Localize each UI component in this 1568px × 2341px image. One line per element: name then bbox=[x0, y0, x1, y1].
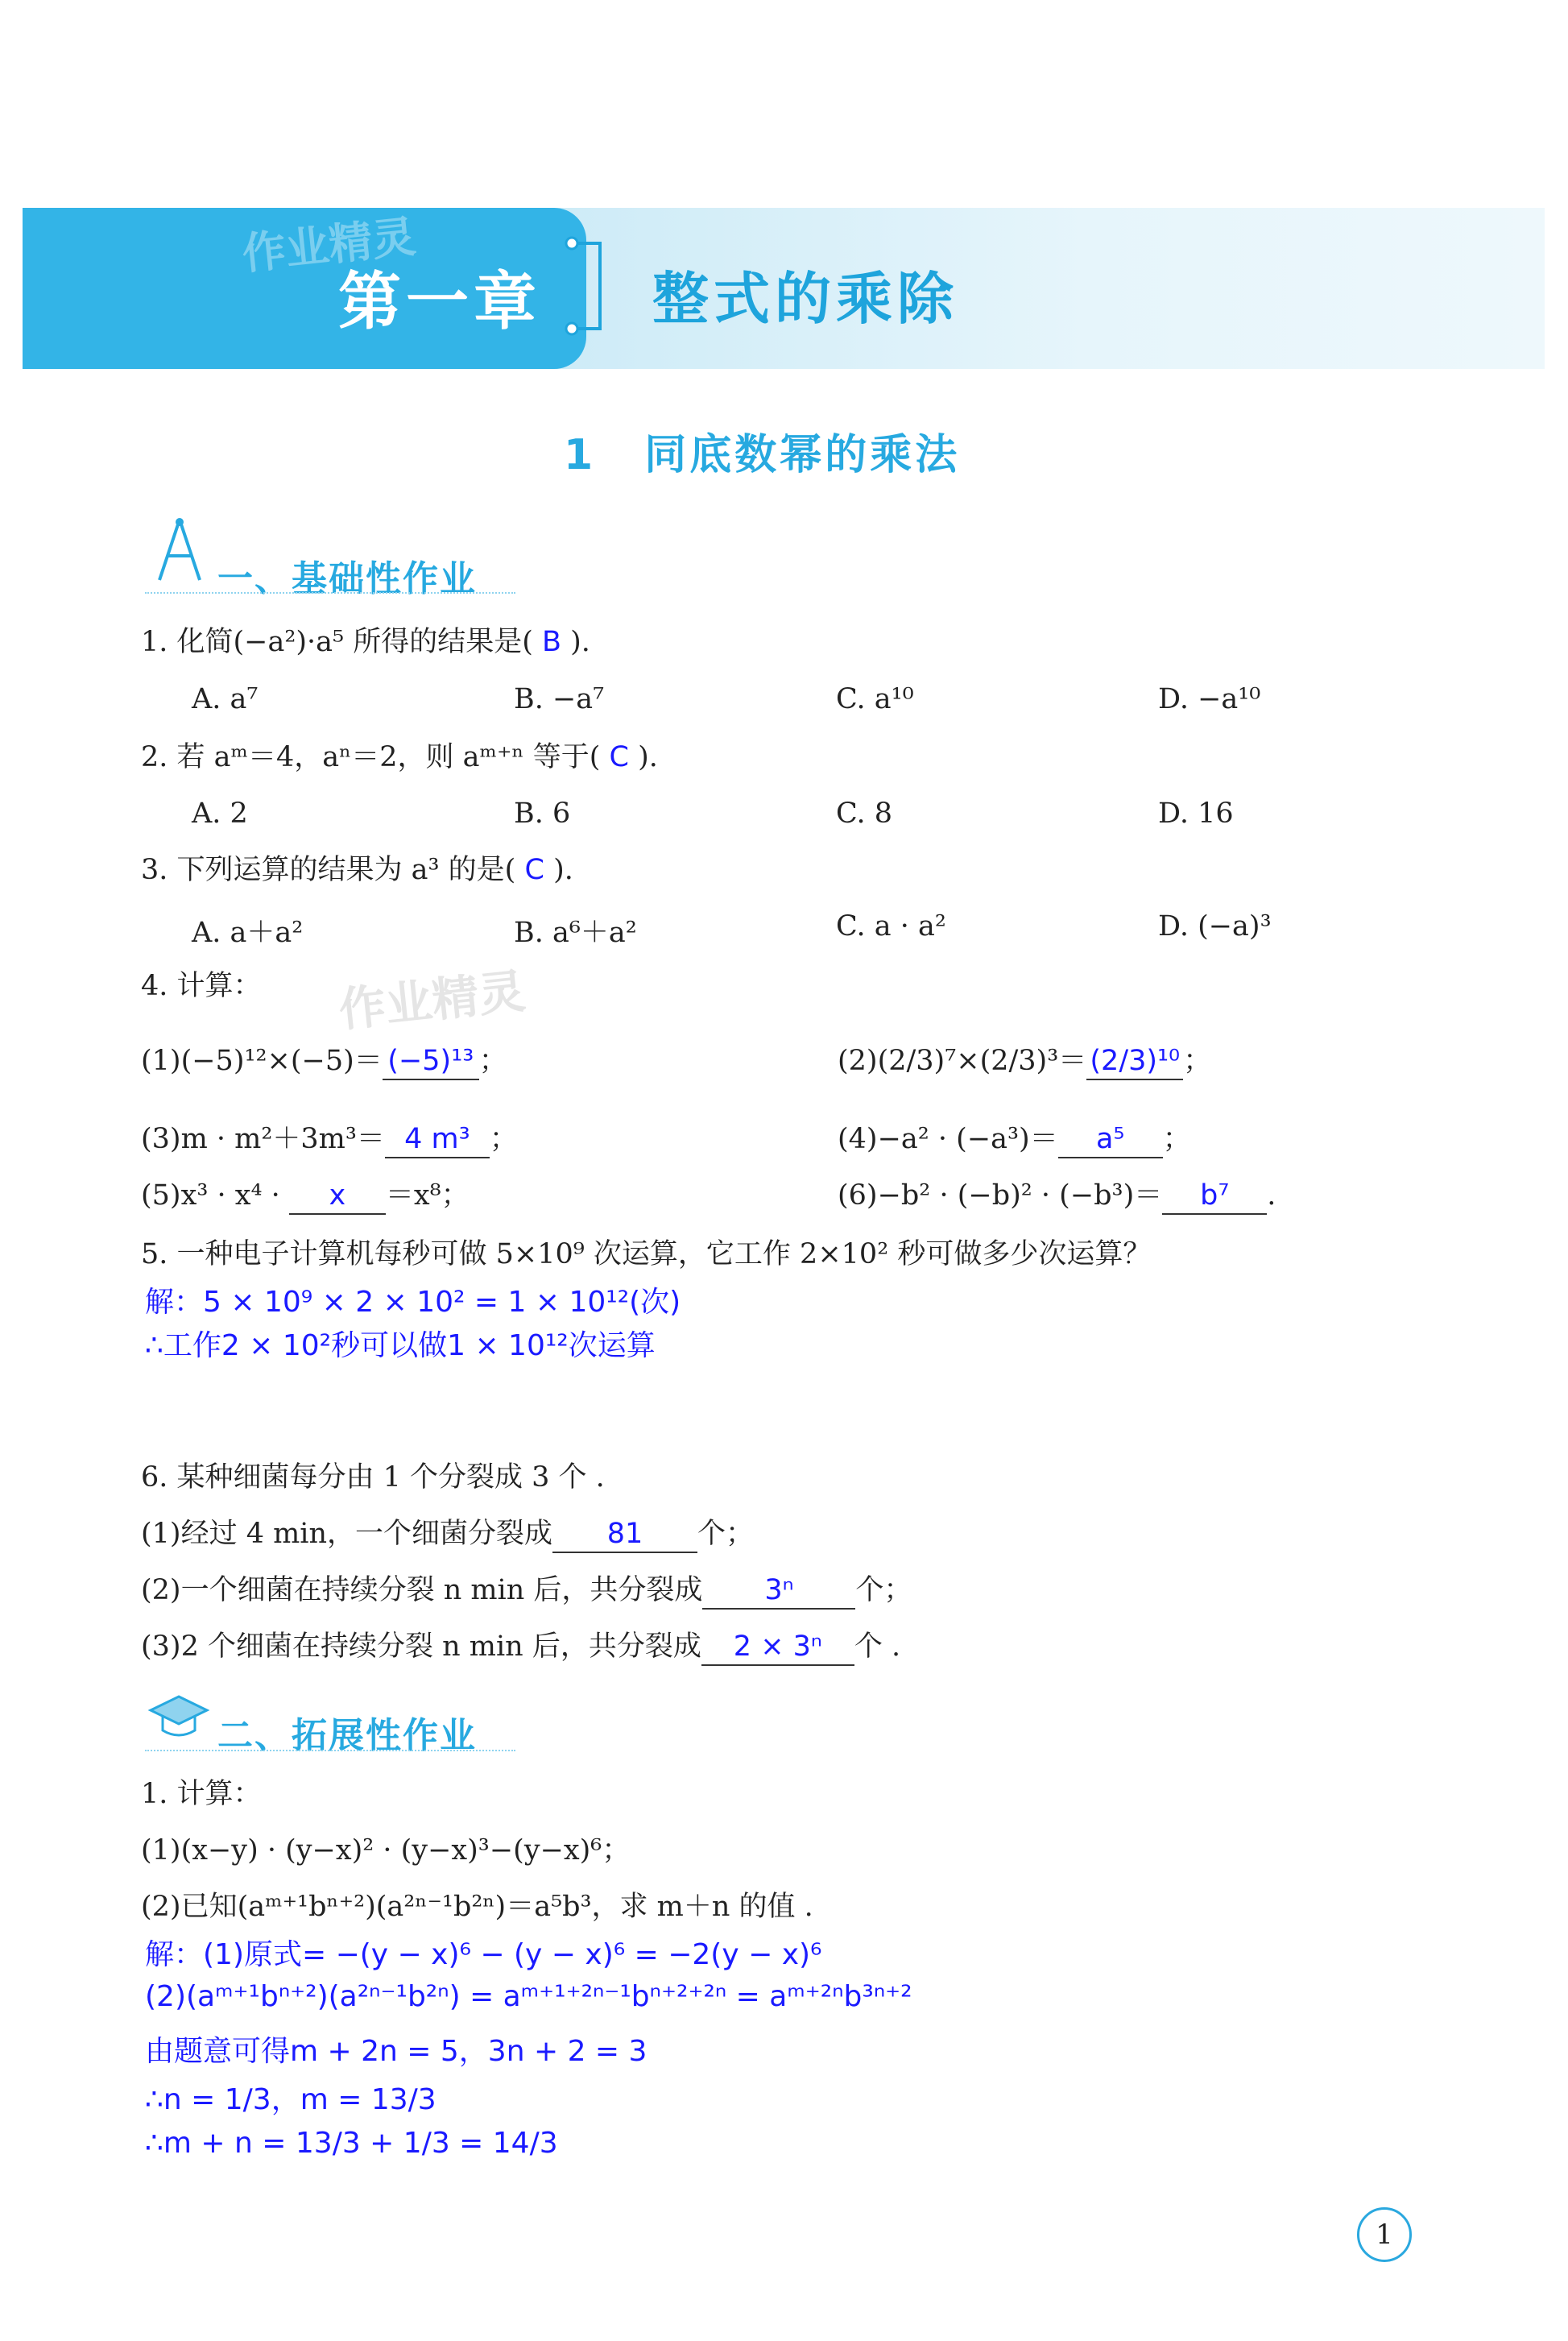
option-d: D. −a¹⁰ bbox=[1158, 683, 1261, 715]
question-4-part-3: (3)m · m²＋3m³＝ 4 m³ ； bbox=[141, 1121, 518, 1158]
divider bbox=[145, 592, 515, 594]
part1-heading: 一、基础性作业 bbox=[217, 558, 477, 599]
option-a: A. a＋a² bbox=[192, 917, 304, 949]
section-title bbox=[564, 421, 960, 481]
question-6: 6. 某种细菌每分由 1 个分裂成 3 个 . bbox=[141, 1461, 605, 1494]
option-a: A. a⁷ bbox=[192, 683, 259, 715]
extended-question-1: 1. 计算： bbox=[141, 1778, 262, 1810]
watermark: 作业精灵 bbox=[336, 963, 528, 1038]
option-c: C. 8 bbox=[836, 798, 893, 830]
solution-line: ∴n = 1/3，m = 13/3 bbox=[145, 2083, 436, 2116]
question-3: 3. 下列运算的结果为 a³ 的是( C ). bbox=[141, 854, 573, 886]
option-c: C. a¹⁰ bbox=[836, 683, 914, 715]
question-6-part-2: (2)一个细菌在持续分裂 n min 后，共分裂成 3ⁿ 个； bbox=[141, 1572, 912, 1610]
option-d: D. (−a)³ bbox=[1158, 910, 1272, 943]
question-4-part-4: (4)−a² · (−a³)＝ a⁵ ； bbox=[838, 1121, 1191, 1158]
question-4-part-1: (1)(−5)¹²×(−5)＝ (−5)¹³ ； bbox=[141, 1043, 507, 1080]
part2-heading: 二、拓展性作业 bbox=[217, 1715, 477, 1756]
question-4-part-5: (5)x³ · x⁴ · x ＝x⁸； bbox=[141, 1178, 470, 1215]
question-6-part-1: (1)经过 4 min，一个细菌分裂成 81 个； bbox=[141, 1516, 754, 1553]
answer: C bbox=[524, 854, 544, 886]
answer: B bbox=[542, 626, 562, 658]
question-4-part-2: (2)(2/3)⁷×(2/3)³＝ (2/3)¹⁰ ； bbox=[838, 1043, 1211, 1080]
extended-question-1-part-1: (1)(x−y) · (y−x)² · (y−x)³−(y−x)⁶； bbox=[141, 1834, 631, 1867]
solution-line: ∴工作2 × 10²秒可以做1 × 10¹²次运算 bbox=[145, 1329, 656, 1362]
graduation-cap-icon bbox=[147, 1690, 211, 1746]
chapter-title: 整式的乘除 bbox=[652, 266, 958, 332]
solution-line: 由题意可得m + 2n = 5，3n + 2 = 3 bbox=[145, 2035, 647, 2068]
question-5: 5. 一种电子计算机每秒可做 5×10⁹ 次运算，它工作 2×10² 秒可做多少次运算？ bbox=[141, 1238, 1152, 1270]
section-number: 1 bbox=[564, 431, 597, 479]
page-number: 1 bbox=[1357, 2207, 1412, 2262]
option-a: A. 2 bbox=[192, 798, 248, 830]
option-b: B. 6 bbox=[514, 798, 571, 830]
solution-line: ∴m + n = 13/3 + 1/3 = 14/3 bbox=[145, 2127, 558, 2160]
option-b: B. −a⁷ bbox=[514, 683, 605, 715]
question-4: 4. 计算： bbox=[141, 970, 262, 1002]
question-4-part-6: (6)−b² · (−b)² · (−b³)＝ b⁷ . bbox=[838, 1178, 1276, 1215]
compass-icon bbox=[143, 516, 216, 588]
option-c: C. a · a² bbox=[836, 910, 946, 943]
question-2: 2. 若 aᵐ＝4，aⁿ＝2，则 aᵐ⁺ⁿ 等于( C ). bbox=[141, 741, 658, 773]
solution-line: (2)(aᵐ⁺¹bⁿ⁺²)(a²ⁿ⁻¹b²ⁿ) = aᵐ⁺¹⁺²ⁿ⁻¹bⁿ⁺²⁺²ⁿ = aᵐ⁺²ⁿb³ⁿ⁺² bbox=[145, 1980, 912, 2013]
solution-line: 解：(1)原式= −(y − x)⁶ − (y − x)⁶ = −2(y − x)⁶ bbox=[145, 1938, 822, 1971]
bracket-icon bbox=[564, 234, 612, 338]
option-d: D. 16 bbox=[1158, 798, 1234, 830]
option-b: B. a⁶＋a² bbox=[514, 917, 637, 949]
answer: C bbox=[609, 741, 629, 773]
divider bbox=[145, 1750, 515, 1751]
chapter-label: 第一章 bbox=[338, 266, 542, 338]
section-name: 同底数幂的乘法 bbox=[644, 431, 961, 479]
solution-line: 解：5 × 10⁹ × 2 × 10² = 1 × 10¹²(次) bbox=[145, 1286, 681, 1319]
question-6-part-3: (3)2 个细菌在持续分裂 n min 后，共分裂成 2 × 3ⁿ 个 . bbox=[141, 1629, 900, 1666]
watermark: 作业精灵 bbox=[239, 210, 419, 280]
extended-question-1-part-2: (2)已知(aᵐ⁺¹bⁿ⁺²)(a²ⁿ⁻¹b²ⁿ)＝a⁵b³，求 m＋n 的值 . bbox=[141, 1891, 813, 1923]
question-1: 1. 化简(−a²)·a⁵ 所得的结果是( B ). bbox=[141, 626, 590, 658]
